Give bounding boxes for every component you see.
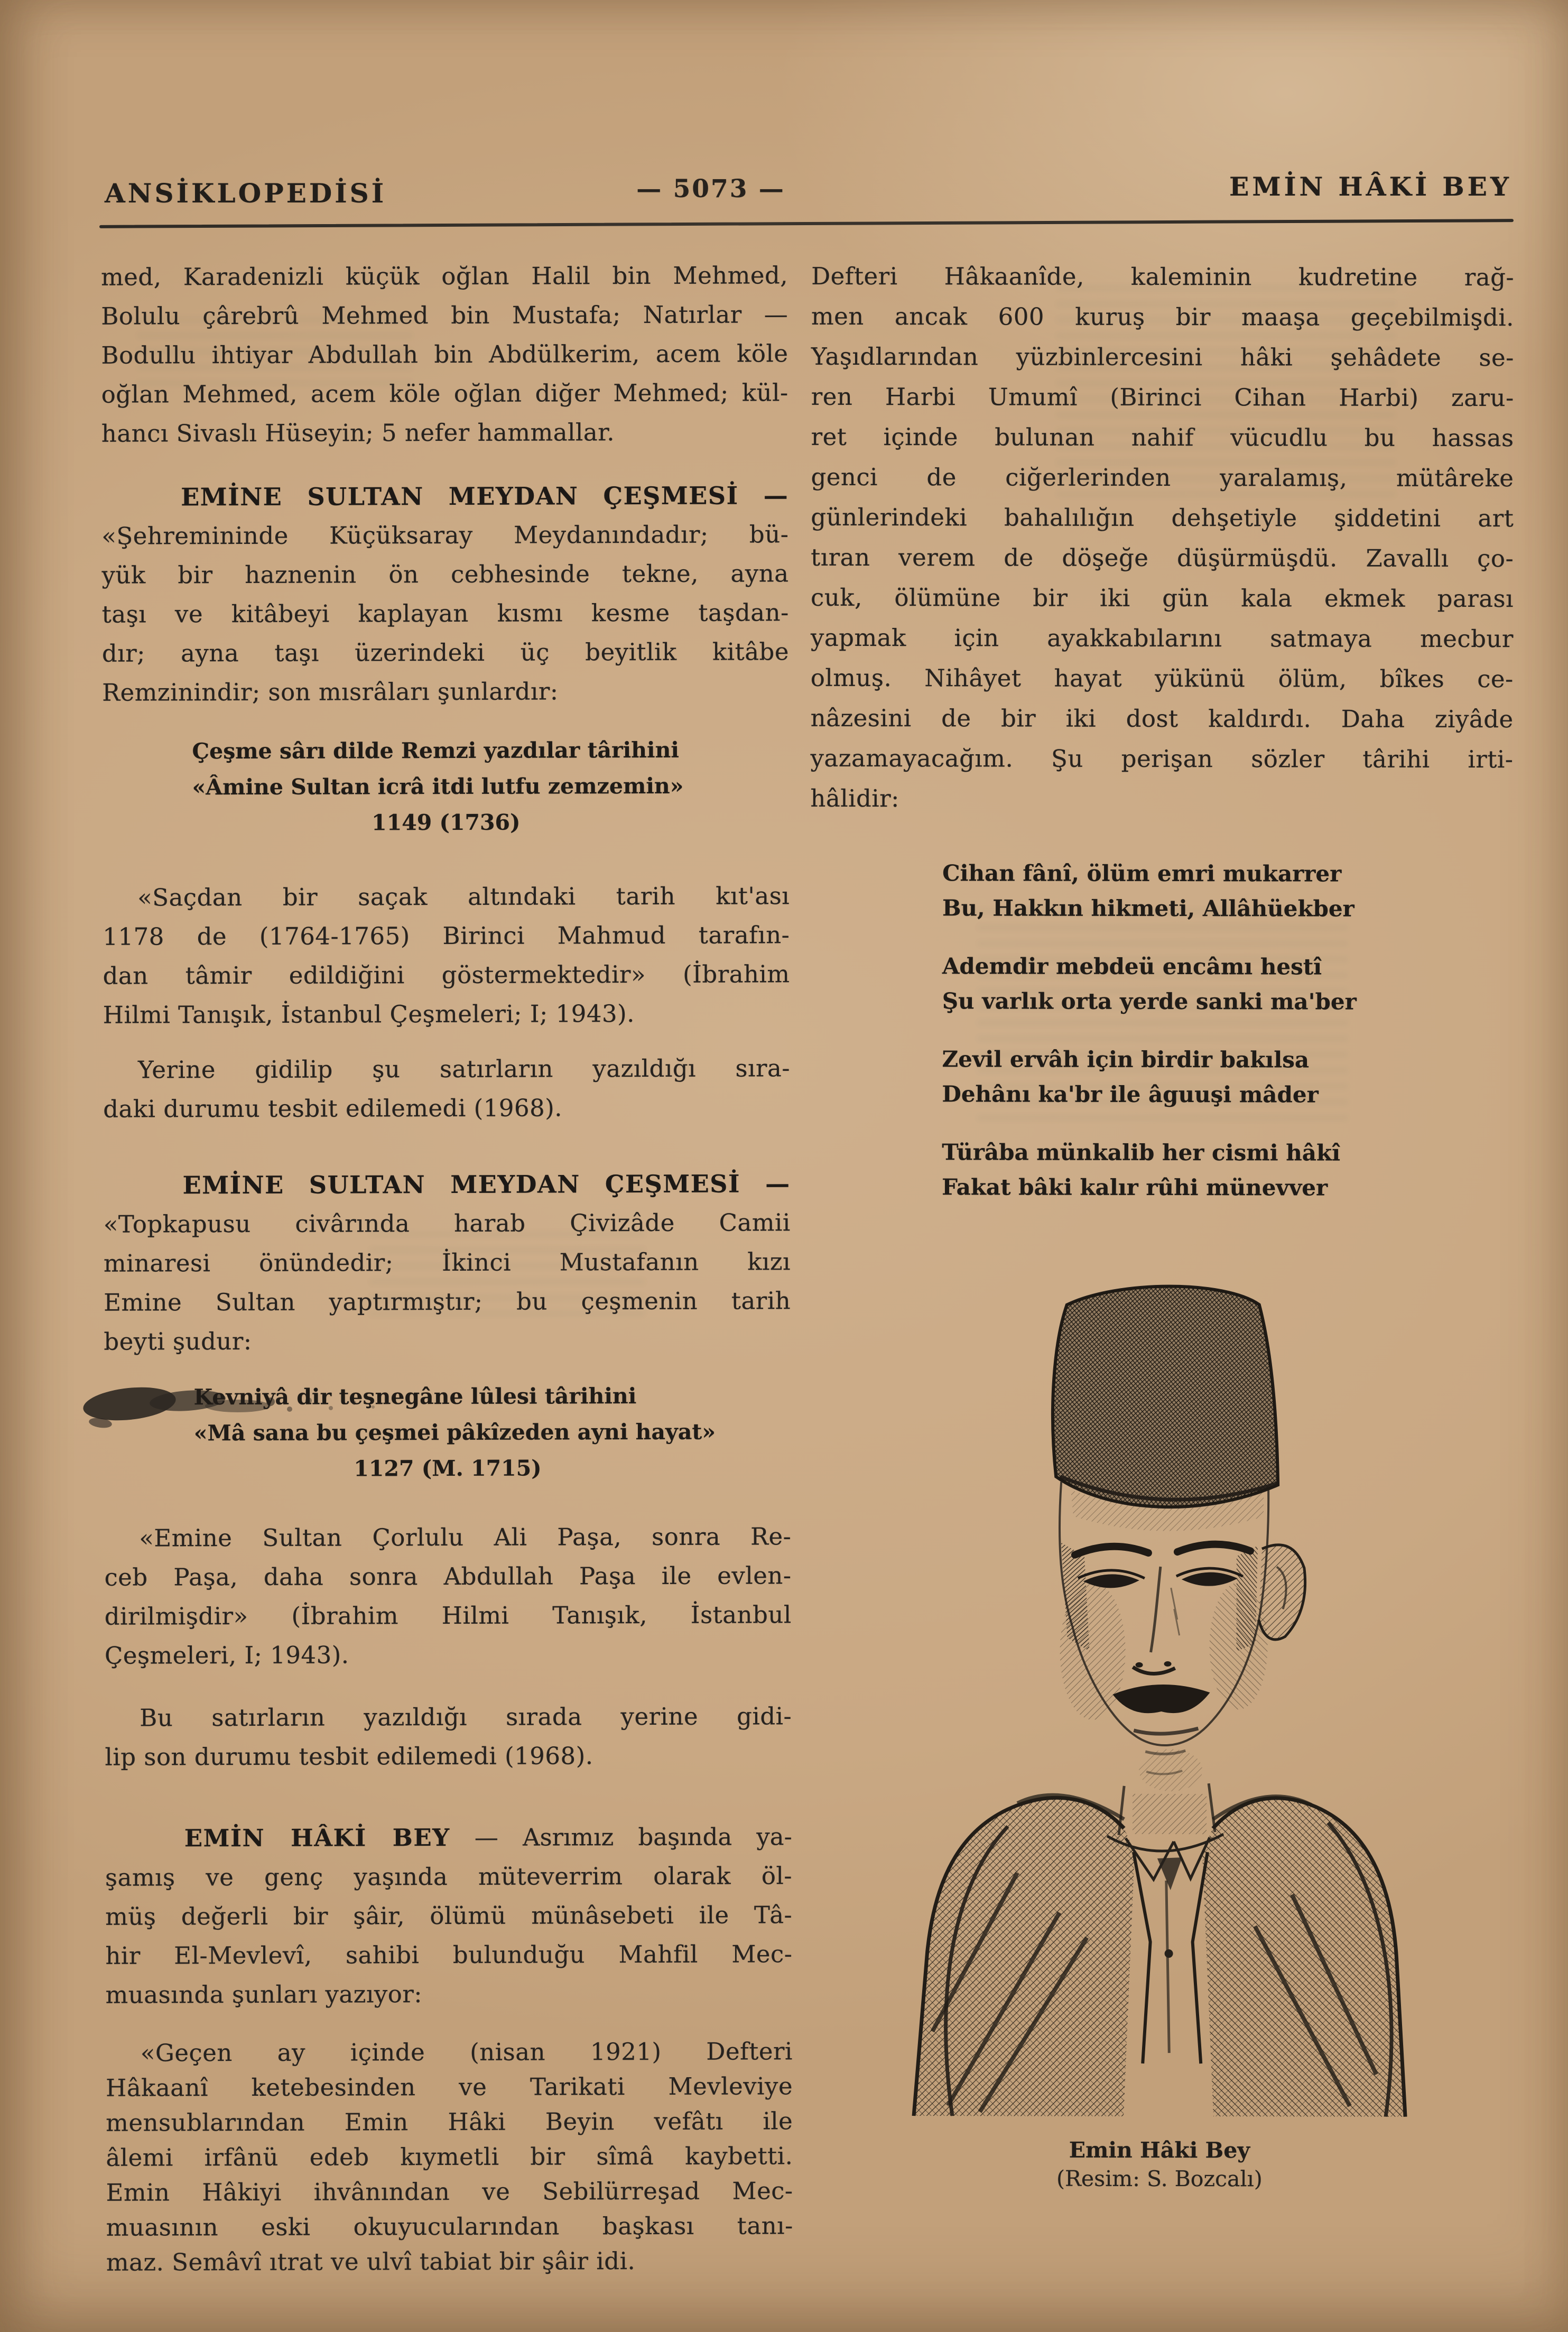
portrait-figure [885,1249,1436,2192]
paragraph-sehreminde: «Şehremininde Küçüksaray Meydanındadır; bü- yük bir haznenin ön cebhesinde tekne, ayna taşı ve kitâbeyi kaplayan kısmı kesme taşdan- dır; ayna taşı üzerindeki üç beyitlik kitâbe Remzinindir; son mısrâları şunlardır: [101,520,790,707]
paragraph-corlulu: «Emine Sultan Çorlulu Ali Paşa, sonra Re- ceb Paşa, daha sonra Abdullah Paşa ile evlen- dirilmişdir» (İbrahim Hilmi Tanışık, İstanbul Çeşmeleri, I; 1943). [104,1522,792,1670]
eyebrow-left [1075,1547,1148,1555]
portrait-caption: Emin Hâki Bey [1069,2137,1250,2163]
article-heading: EMİN HÂKİ BEY [184,1823,450,1853]
article-emin-haki-bey [105,1817,793,2014]
running-head: EMİN HÂKİ BEY [1229,171,1512,202]
article-lead-rest: — Asrımız başında ya- [450,1822,792,1852]
article-lead-line [105,1817,792,1858]
section-heading-emine-sultan-2: EMİNE SULTAN MEYDAN ÇEŞMESİ — [182,1169,791,1200]
section-heading-emine-sultan-1: EMİNE SULTAN MEYDAN ÇEŞMESİ — [181,481,789,512]
coat-right [1192,1798,1406,2116]
mouth [1134,1728,1198,1734]
chronogram-date: 1149 (1736) [372,809,521,836]
paragraph-defteri-hakaanide: Defteri Hâkaanîde, kaleminin kudretine rağ- men ancak 600 kuruş bir maaşa geçebilmişdi. Yaşıdlarından yüzbinlercesini hâki şehâdete se- ren Harbi Umumî (Birinci Cihan Harbi) zaru- ret içinde bulunan nahif vücudlu bu hassas genci de ciğerlerinden yaralamış, mütâreke günlerindeki bahalılığın dehşetiyle şiddetini art tıran verem de döşeğe düşürmüşdü. Zavallı ço- cuk, ölümüne bir iki gün kala ekmek parası yapmak için ayakkabılarını satmaya mecbur olmuş. Nihâyet hayat yükünü ölüm, bîkes ce- nâzesini de bir iki dost kaldırdı. Daha ziyâde yazamayacağım. Şu perişan sözler târihi irti- hâlidir: [810,262,1515,813]
paragraph-gecen-ay: «Geçen ay içinde (nisan 1921) Defteri Hâkaanî ketebesinden ve Tarikati Mevleviye mensublarından Emin Hâki Beyin vefâtı ile âlemi irfânü edeb kıymetli bir sîmâ kaybetti. Emin Hâkiyi ihvânından ve Sebilürreşad Mec- muasının eski okuyucularından başkası tanı- maz. Semâvî ıtrat ve ulvî tabiat bir şâir idi. [105,2037,793,2277]
paragraph-bu-satirlarin: Bu satırların yazıldığı sırada yerine gidi- lip son durumu tesbit edilemedi (1968). [105,1702,792,1771]
coat-left [914,1798,1151,2116]
paragraph-sacdan: «Saçdan bir saçak altındaki tarih kıt'ası 1178 de (1764-1765) Birinci Mahmud tarafın- dan tâmir edildiğini göstermektedir» (İbrahim Hilmi Tanışık, İstanbul Çeşmeleri; I; 1943). [103,882,790,1029]
poem-stanza: Zevil ervâh için birdir bakılsa Dehânı ka'br ile âguuşi mâder [942,1046,1319,1108]
left-column [101,256,793,2280]
right-column [808,256,1514,2192]
paragraph-topkapusu: «Topkapusu civârında harab Çivizâde Camii minaresi önündedir; İkinci Mustafanın kızı Emine Sultan yaptırmıştır; bu çeşmenin tarih beyti şudur: [103,1208,791,1356]
verse-couplet: Kevniyâ dir teşnegâne lûlesi târihini «Mâ sana bu çeşmei pâkîzeden ayni hayat» [193,1383,716,1446]
fez-icon [1053,1286,1278,1507]
mustache [1112,1685,1210,1714]
poem-stanza: Türâba münkalib her cismi hâkî Fakat bâki kalır rûhi münevver [942,1139,1341,1201]
paragraph-asrimiz: şamış ve genç yaşında müteverrim olarak öl- müş değerli bir şâir, ölümü münâsebeti ile Tâ- hir El-Mevlevî, sahibi bulunduğu Mahfil Mec- muasında şunları yazıyor: [105,1862,793,2009]
header-rule [99,219,1514,228]
poem-stanza: Ademdir mebdeü encâmı hestî Şu varlık orta yerde sanki ma'ber [942,953,1357,1015]
page-number: — 5073 — [636,174,785,203]
chronogram-verse-1 [102,732,790,841]
ear-right [1259,1545,1305,1640]
portrait-illustration [885,1249,1436,2117]
verse-couplet: Çeşme sârı dilde Remzi yazdılar târihini «Âmine Sultan icrâ itdi lutfu zemzemin» [192,737,684,800]
eyebrow-right [1177,1544,1250,1552]
portrait-credit: (Resim: S. Bozcalı) [1056,2166,1263,2192]
chronogram-date: 1127 (M. 1715) [354,1455,542,1482]
poem-stanza: Cihan fânî, ölüm emri mukarrer Bu, Hakkın hikmeti, Allâhüekber [942,860,1354,922]
edition-title: ANSİKLOPEDİSİ [105,178,387,209]
elegy-poem [810,856,1513,1206]
paragraph-yerine: Yerine gidilip şu satırların yazıldığı sıra- daki durumu tesbit edilemedi (1968). [103,1054,791,1123]
nose [1133,1567,1180,1674]
paragraph-natirlar: med, Karadenizli küçük oğlan Halil bin Mehmed, Bolulu çârebrû Mehmed bin Mustafa; Natırlar — Bodullu ihtiyar Abdullah bin Abdülkerim, acem köle oğlan Mehmed, acem köle oğlan diğer Mehmed; kül- hancı Sivaslı Hüseyin; 5 nefer hammallar. [101,261,788,448]
chronogram-verse-2 [104,1377,792,1487]
